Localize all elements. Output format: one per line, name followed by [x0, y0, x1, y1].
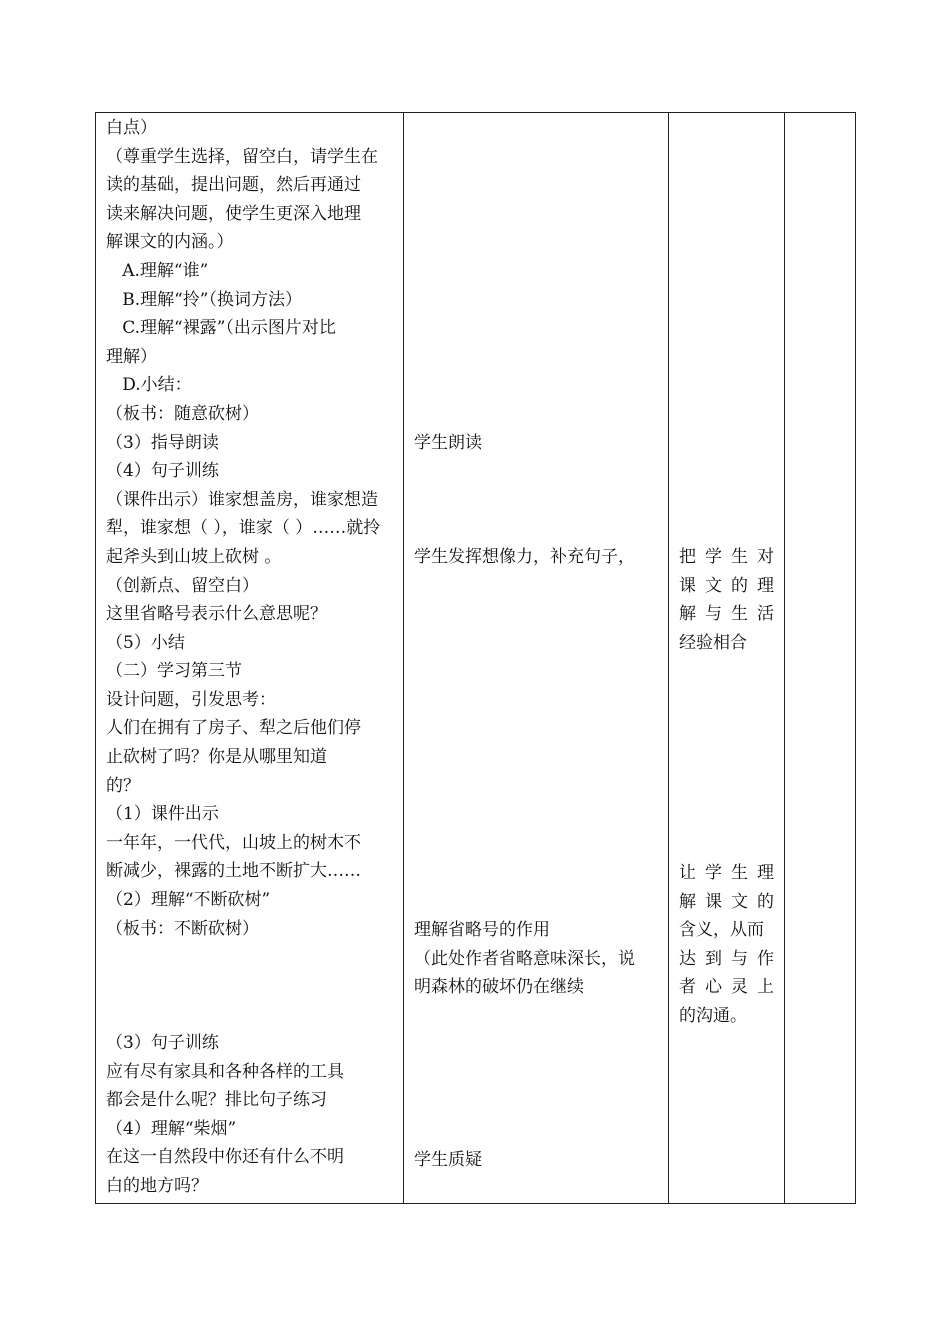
text-line: 一年年，一代代，山坡上的树木不 — [106, 832, 361, 853]
text-line: （4）理解“柴烟” — [106, 1118, 237, 1139]
text-line: （尊重学生选择，留空白，请学生在 — [106, 146, 378, 167]
text-line: 断减少，裸露的土地不断扩大…… — [106, 861, 361, 882]
text-line: （2）理解“不断砍树” — [106, 890, 271, 911]
column-divider-1 — [403, 113, 404, 1203]
text-line: A.理解“谁” — [106, 260, 209, 281]
text-line: 者心灵上 — [679, 977, 774, 998]
text-line: 的沟通。 — [679, 1005, 747, 1026]
text-line: C.理解“裸露”（出示图片对比 — [106, 318, 336, 339]
text-line: 这里省略号表示什么意思呢？ — [106, 604, 327, 625]
text-line: B.理解“拎”（换词方法） — [106, 289, 302, 310]
text-line: 理解） — [106, 346, 157, 367]
text-line: 应有尽有家具和各种各样的工具 — [106, 1061, 344, 1082]
text-line: 读来解决问题，使学生更深入地理 — [106, 203, 361, 224]
blank-line — [106, 943, 396, 972]
student-activity-question: 学生质疑 — [414, 1150, 482, 1170]
text-line: 把学生对 — [679, 547, 774, 567]
text-line: 解课文的内涵。） — [106, 232, 234, 253]
blank-line — [106, 972, 396, 1001]
text-line: 起斧头到山坡上砍树 。 — [106, 546, 282, 567]
column-divider-3 — [784, 113, 785, 1203]
text-line: （3）指导朗读 — [106, 432, 219, 453]
lesson-plan-table — [95, 112, 856, 1204]
text-line: 解与生活 — [679, 604, 774, 625]
blank-line — [106, 1000, 396, 1029]
column-divider-2 — [668, 113, 669, 1203]
text-line: （板书：不断砍树） — [106, 918, 259, 939]
text-line: 犁，谁家想（ ），谁家（ ）……就拎 — [106, 518, 381, 539]
text-line: （5）小结 — [106, 632, 185, 653]
text-line: 白的地方吗？ — [106, 1175, 208, 1196]
text-line: 止砍树了吗？你是从哪里知道 — [106, 747, 327, 768]
student-activity-ellipsis: 理解省略号的作用 — [414, 920, 550, 940]
text-line: 达到与作 — [679, 948, 774, 969]
text-line: 读的基础，提出问题，然后再通过 — [106, 175, 361, 196]
text-line: 课文的理 — [679, 575, 774, 596]
text-line: 经验相合 — [679, 632, 747, 653]
text-line: 都会是什么呢？排比句子练习 — [106, 1090, 327, 1111]
text-line: 设计问题，引发思考： — [106, 689, 276, 710]
student-activity-note-2: 明森林的破坏仍在继续 — [414, 977, 584, 997]
text-line: 白点） — [106, 118, 157, 138]
teaching-process-cell — [106, 114, 396, 1201]
text-line: （4）句子训练 — [106, 461, 219, 482]
design-intent-2 — [679, 859, 774, 1031]
student-activity-read: 学生朗读 — [414, 433, 482, 453]
design-intent-1 — [679, 543, 774, 657]
text-line: 人们在拥有了房子、犁之后他们停 — [106, 718, 361, 739]
text-line: （课件出示）谁家想盖房，谁家想造 — [106, 489, 378, 510]
text-line: （3）句子训练 — [106, 1033, 219, 1053]
student-activity-imagine: 学生发挥想像力，补充句子， — [414, 547, 635, 567]
text-line: 让学生理 — [679, 863, 774, 883]
student-activity-note-1: （此处作者省略意味深长，说 — [414, 949, 635, 969]
text-line: 含义，从而 — [679, 920, 764, 941]
text-line: 解课文的 — [679, 891, 774, 912]
text-line: 在这一自然段中你还有什么不明 — [106, 1147, 344, 1168]
text-line: （二）学习第三节 — [106, 661, 242, 682]
text-line: （创新点、留空白） — [106, 575, 259, 596]
text-line: D.小结： — [106, 375, 192, 396]
text-line: （1）课件出示 — [106, 804, 219, 825]
text-line: （板书：随意砍树） — [106, 403, 259, 424]
text-line: 的？ — [106, 775, 140, 796]
